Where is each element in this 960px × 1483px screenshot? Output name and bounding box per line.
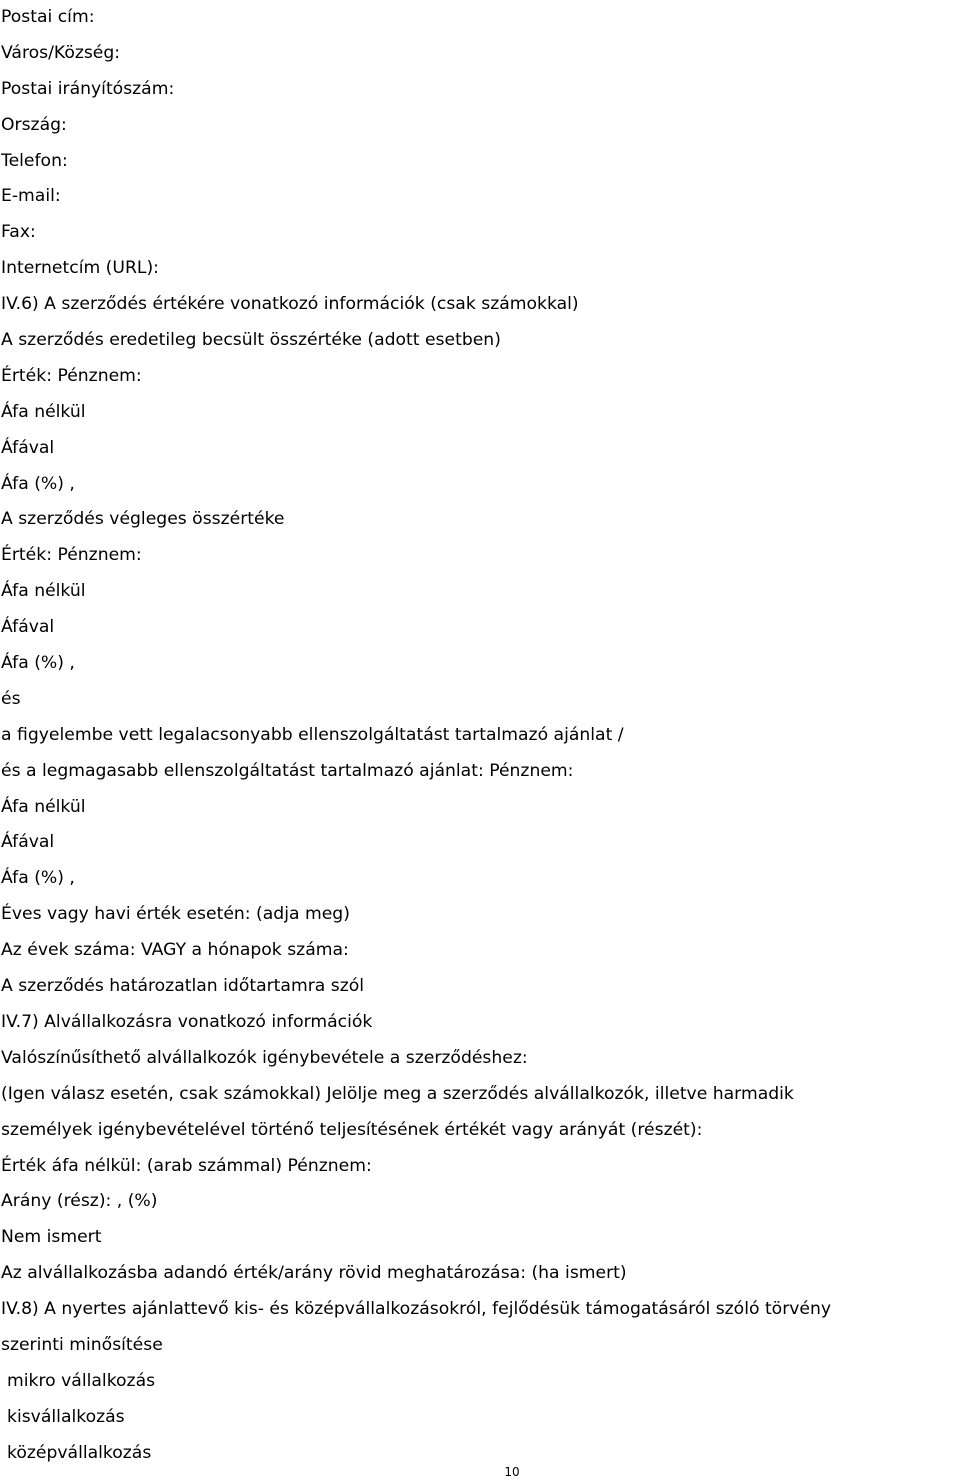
label-vat-percent: Áfa (%) , xyxy=(1,868,75,889)
label-and: és xyxy=(1,688,21,709)
section-heading-iv7: IV.7) Alvállalkozásra vonatkozó információk xyxy=(1,1011,373,1032)
label-value-currency: Érték: Pénznem: xyxy=(1,545,142,566)
option-micro-enterprise: mikro vállalkozás xyxy=(7,1370,156,1391)
label-subcontract-instructions-2: személyek igénybevételével történő teljesítésének értékét vagy arányát (részét): xyxy=(1,1119,703,1140)
option-medium-enterprise: középvállalkozás xyxy=(7,1442,152,1463)
label-country: Ország: xyxy=(1,114,67,135)
label-estimated-total: A szerződés eredetileg becsült összértéke (adott esetben) xyxy=(1,330,501,351)
label-email: E-mail: xyxy=(1,186,61,207)
label-subcontractors-likely: Valószínűsíthető alvállalkozók igénybevétele a szerződéshez: xyxy=(1,1047,528,1068)
label-lowest-offer: a figyelembe vett legalacsonyabb ellenszolgáltatást tartalmazó ajánlat / xyxy=(1,724,624,745)
page-number: 10 xyxy=(504,1465,520,1479)
section-heading-iv6: IV.6) A szerződés értékére vonatkozó információk (csak számokkal) xyxy=(1,294,579,315)
label-postal-address: Postai cím: xyxy=(1,7,95,27)
label-with-vat: Áfával xyxy=(1,617,55,638)
section-heading-iv8: IV.8) A nyertes ajánlattevő kis- és középvállalkozásokról, fejlődésük támogatásáról szóló törvény xyxy=(1,1299,832,1320)
label-phone: Telefon: xyxy=(1,150,68,171)
label-url: Internetcím (URL): xyxy=(1,258,159,279)
document-body xyxy=(1,0,959,1472)
label-vat-percent: Áfa (%) , xyxy=(1,653,75,674)
label-classification: szerinti minősítése xyxy=(1,1334,163,1355)
label-proportion: Arány (rész): , (%) xyxy=(1,1191,158,1212)
label-postal-code: Postai irányítószám: xyxy=(1,78,175,99)
label-with-vat: Áfával xyxy=(1,832,55,853)
option-small-enterprise: kisvállalkozás xyxy=(7,1406,125,1427)
label-value-without-vat: Érték áfa nélkül: (arab számmal) Pénznem: xyxy=(1,1155,372,1176)
label-fax: Fax: xyxy=(1,222,36,243)
label-highest-offer: és a legmagasabb ellenszolgáltatást tartalmazó ajánlat: Pénznem: xyxy=(1,760,574,781)
label-with-vat: Áfával xyxy=(1,437,55,458)
label-not-known: Nem ismert xyxy=(1,1227,102,1248)
label-subcontract-description: Az alvállalkozásba adandó érték/arány rövid meghatározása: (ha ismert) xyxy=(1,1263,627,1284)
label-final-total: A szerződés végleges összértéke xyxy=(1,509,285,530)
label-without-vat: Áfa nélkül xyxy=(1,796,86,817)
label-city: Város/Község: xyxy=(1,42,121,63)
label-vat-percent: Áfa (%) , xyxy=(1,473,75,494)
label-indefinite-duration: A szerződés határozatlan időtartamra szól xyxy=(1,976,365,997)
label-years-months: Az évek száma: VAGY a hónapok száma: xyxy=(1,940,349,961)
label-subcontract-instructions-1: (Igen válasz esetén, csak számokkal) Jelölje meg a szerződés alvállalkozók, illetve harmadik xyxy=(1,1083,794,1104)
label-without-vat: Áfa nélkül xyxy=(1,581,86,602)
label-without-vat: Áfa nélkül xyxy=(1,401,86,422)
label-annual-monthly: Éves vagy havi érték esetén: (adja meg) xyxy=(1,904,350,925)
label-value-currency: Érték: Pénznem: xyxy=(1,365,142,386)
